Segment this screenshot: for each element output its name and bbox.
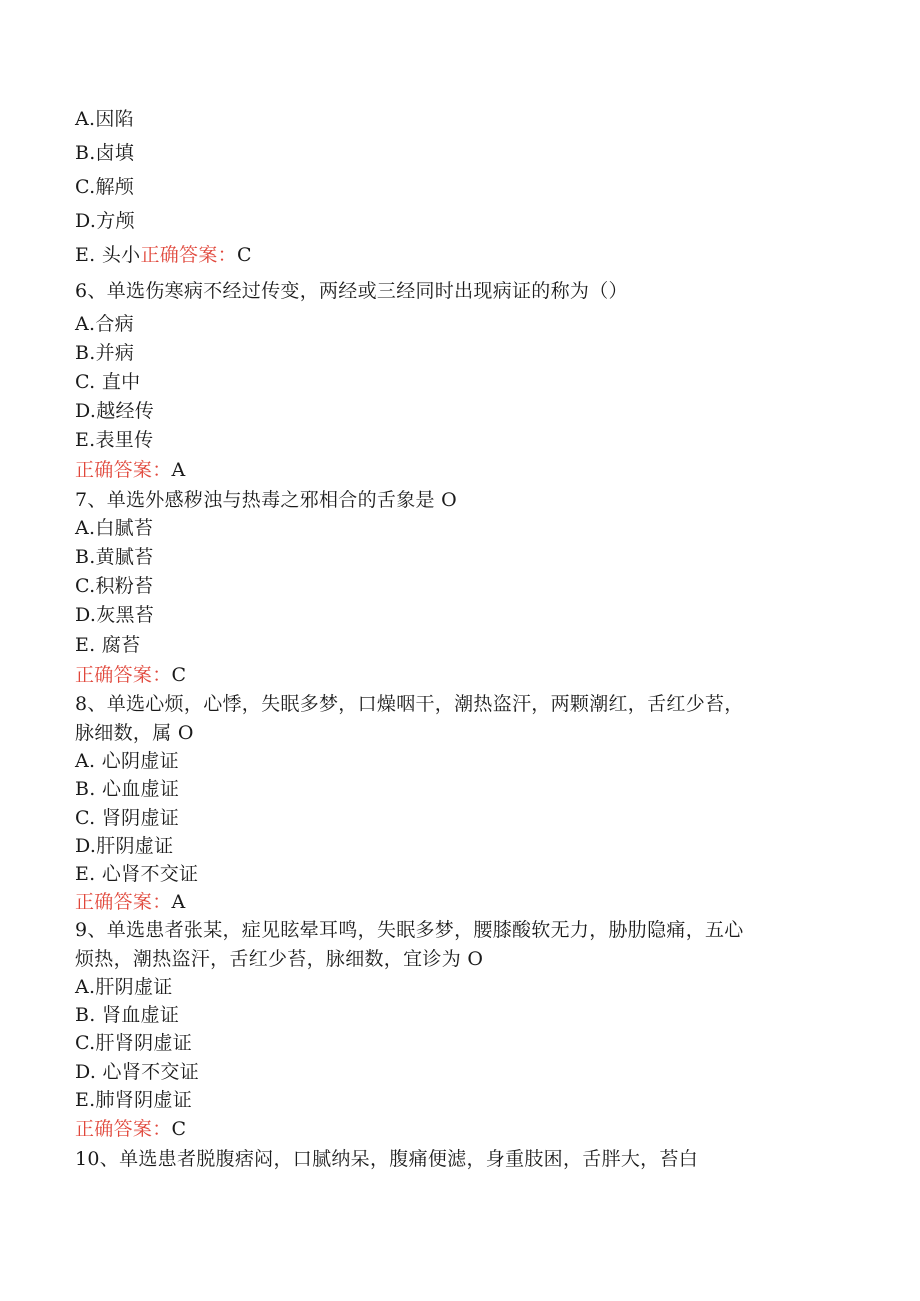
q5-option-c: C.解颅 — [75, 176, 135, 198]
q7-option-b: B.黄腻苔 — [75, 546, 154, 568]
q8-option-e: E. 心肾不交证 — [75, 863, 199, 885]
q9-option-a: A.肝阴虚证 — [75, 976, 173, 998]
q7-answer-label: 正确答案： — [75, 664, 172, 686]
q7-option-e: E. 腐苔 — [75, 634, 141, 656]
q6-answer-value: A — [171, 459, 186, 481]
q6-option-b: B.并病 — [75, 342, 135, 364]
q7-answer-value: C — [171, 664, 187, 686]
q8-option-a: A. 心阴虚证 — [75, 750, 179, 772]
q8-answer-label: 正确答案： — [75, 891, 172, 913]
q9-answer-label: 正确答案： — [75, 1118, 172, 1140]
q8-option-c: C. 肾阴虚证 — [75, 807, 180, 829]
q7-answer-line — [75, 663, 186, 687]
q7-option-c: C.积粉苔 — [75, 575, 154, 597]
q6-answer-label: 正确答案： — [75, 459, 172, 481]
q6-option-d: D.越经传 — [75, 400, 155, 422]
q5-option-d: D.方颅 — [75, 210, 135, 232]
q8-answer-line — [75, 890, 186, 914]
q5-answer-label: 正确答案： — [140, 244, 237, 266]
q9-option-c: C.肝肾阴虚证 — [75, 1032, 193, 1054]
q9-answer-line — [75, 1117, 186, 1141]
q9-option-e: E.肺肾阴虚证 — [75, 1089, 193, 1111]
q7-question: 7、单选外感秽浊与热毒之邪相合的舌象是 O — [75, 489, 458, 511]
q5-answer-value: C — [236, 244, 252, 266]
q6-option-a: A.合病 — [75, 313, 134, 335]
q8-question-line-2: 脉细数，属 O — [75, 722, 194, 744]
q6-option-e: E.表里传 — [75, 429, 154, 451]
q9-question-line-2: 烦热，潮热盗汗，舌红少苔，脉细数，宜诊为 O — [75, 948, 484, 970]
q5-option-b: B.卤填 — [75, 142, 135, 164]
q5-option-e-line — [75, 243, 252, 267]
q9-question-line-1: 9、单选患者张某，症见眩晕耳鸣，失眠多梦，腰膝酸软无力，胁肋隐痛，五心 — [75, 919, 744, 941]
q8-option-d: D.肝阴虚证 — [75, 835, 174, 857]
q8-question-line-1: 8、单选心烦，心悸，失眠多梦，口燥咽干，潮热盗汗，两颗潮红，舌红少苔， — [75, 693, 744, 715]
q8-option-b: B. 心血虚证 — [75, 778, 180, 800]
q7-option-d: D.灰黑苔 — [75, 604, 155, 626]
q9-option-b: B. 肾血虚证 — [75, 1004, 180, 1026]
q5-option-e: E. 头小 — [75, 244, 141, 266]
q10-question: 10、单选患者脱腹痞闷，口腻纳呆，腹痛便滤，身重肢困，舌胖大，苔白 — [75, 1148, 699, 1170]
q6-answer-line — [75, 458, 186, 482]
q8-answer-value: A — [171, 891, 186, 913]
q7-option-a: A.白腻苔 — [75, 517, 154, 539]
q6-question: 6、单选伤寒病不经过传变，两经或三经同时出现病证的称为（） — [75, 280, 628, 302]
q6-option-c: C. 直中 — [75, 371, 141, 393]
q5-option-a: A.因陷 — [75, 108, 134, 130]
q9-option-d: D. 心肾不交证 — [75, 1061, 200, 1083]
q9-answer-value: C — [171, 1118, 187, 1140]
